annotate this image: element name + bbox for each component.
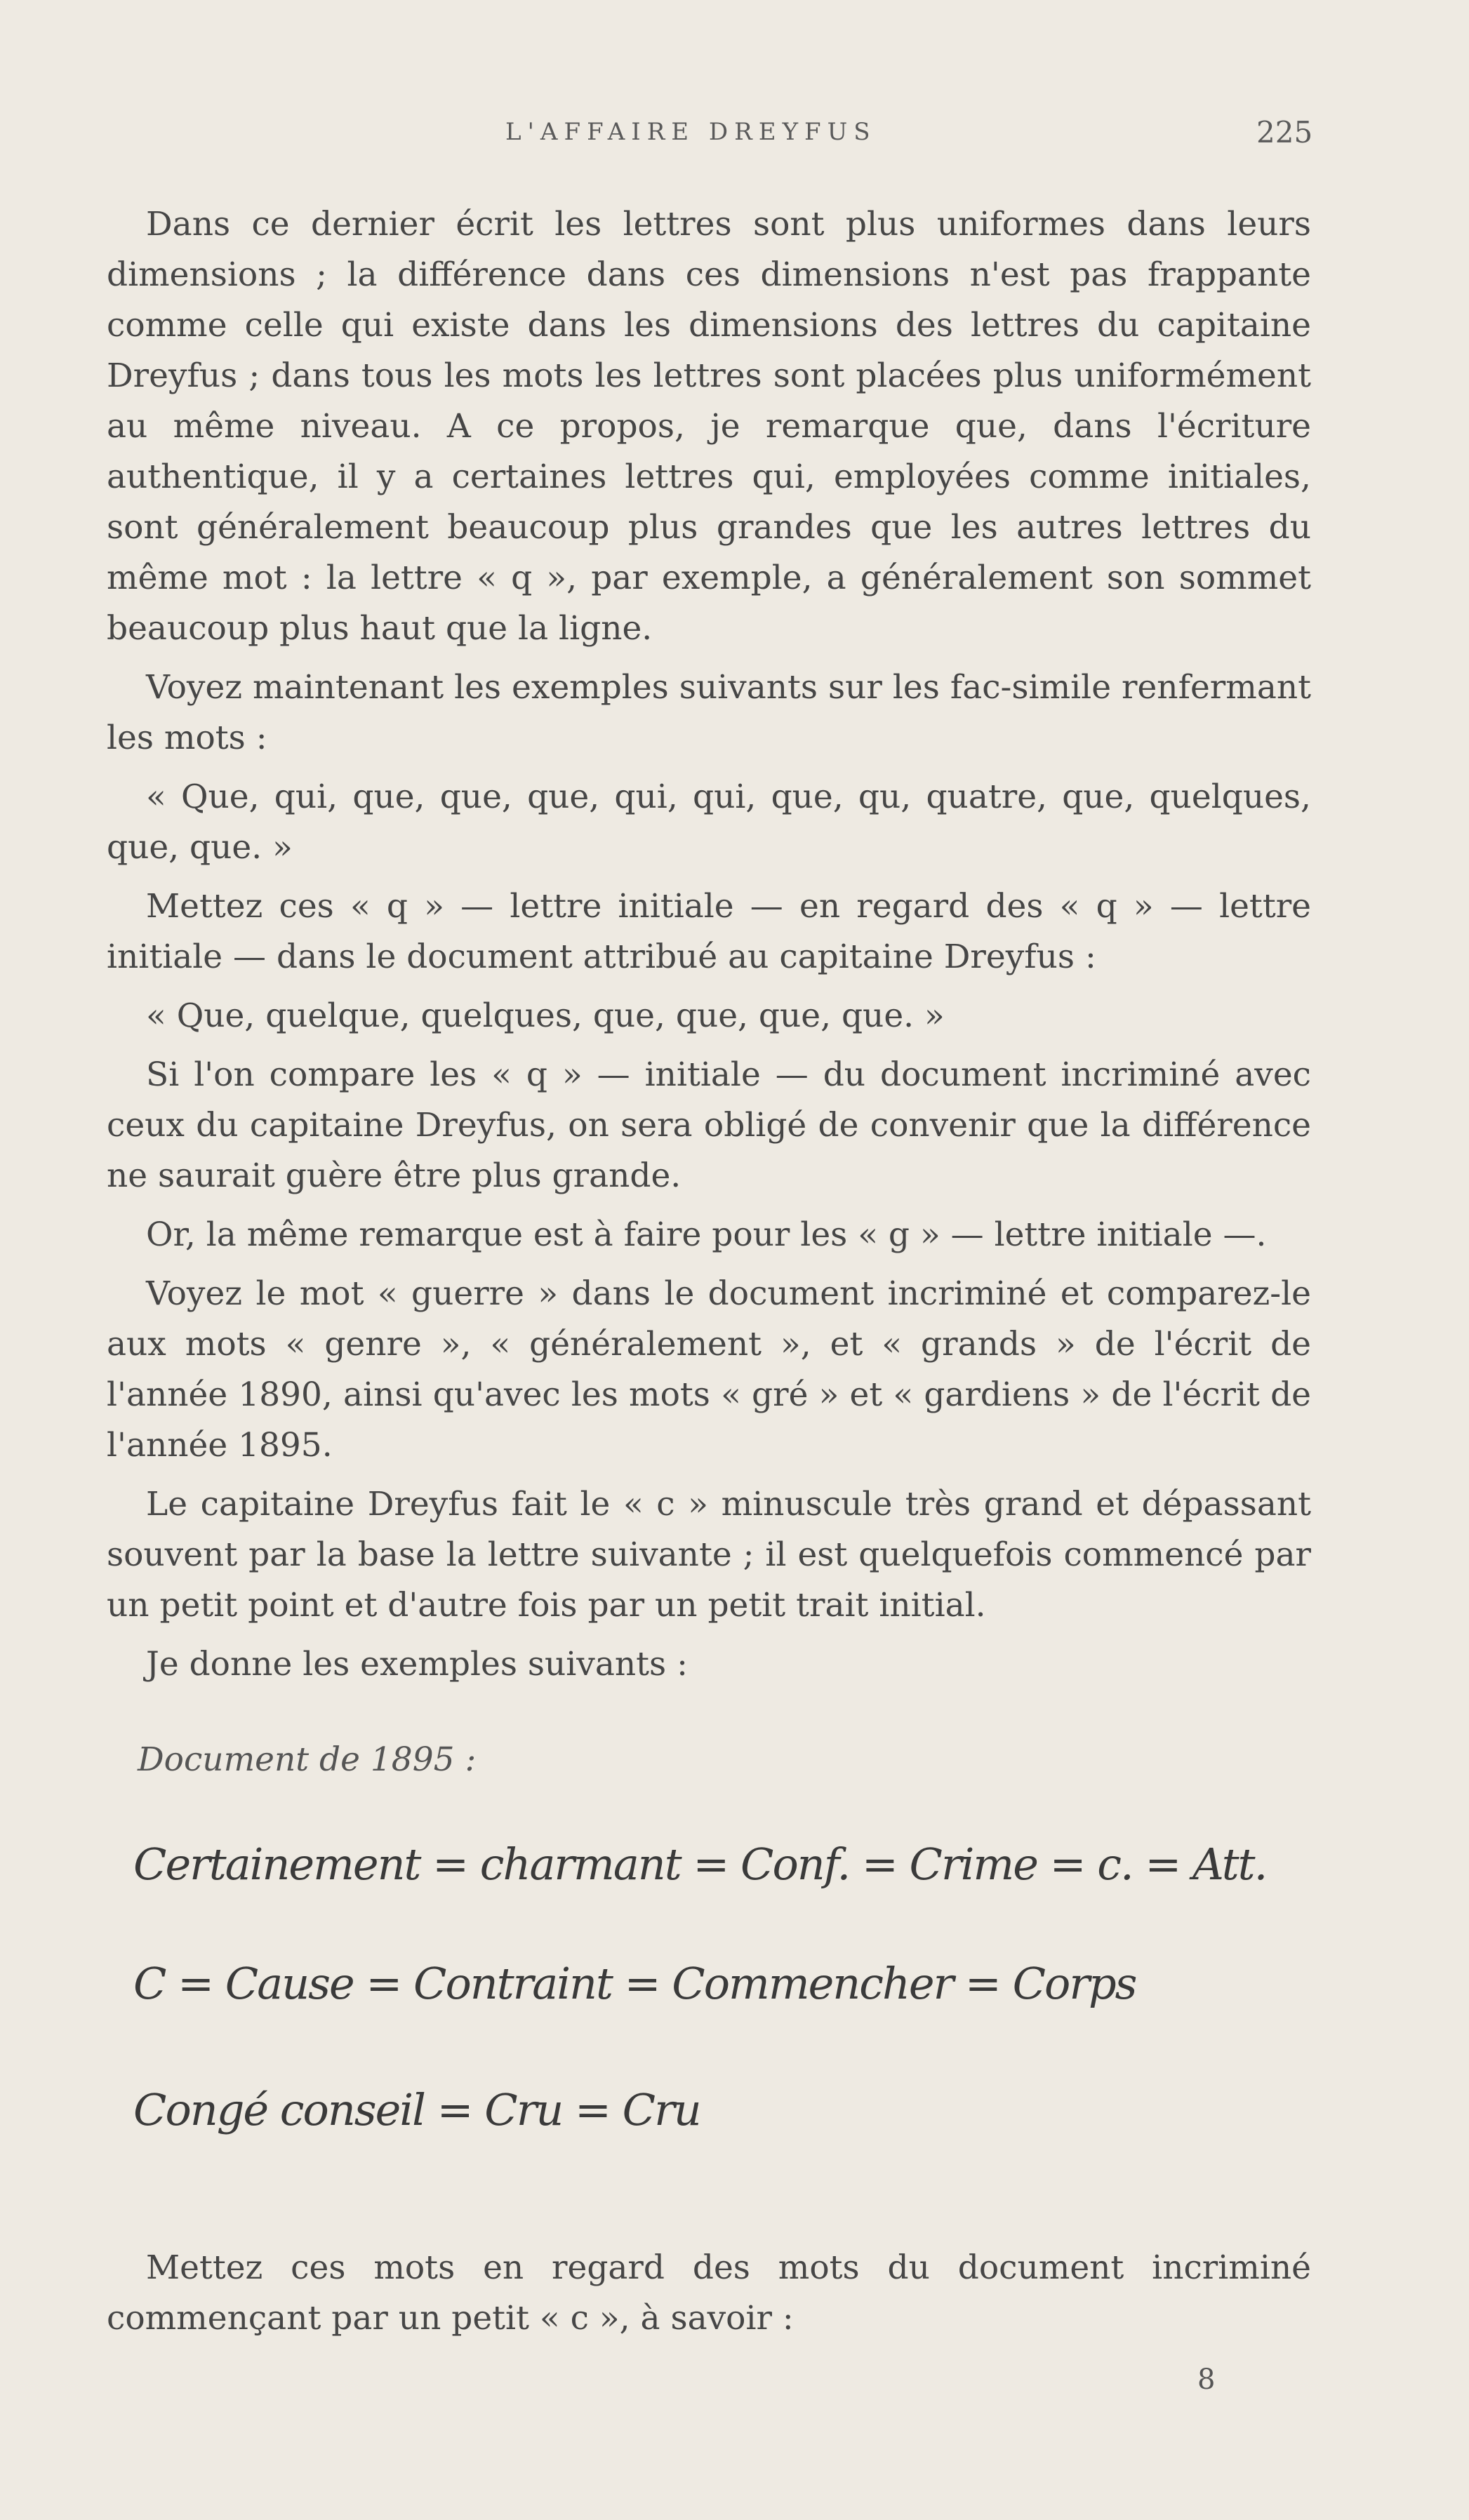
- running-title: L'AFFAIRE DREYFUS: [505, 118, 877, 146]
- page-number: 225: [1256, 115, 1313, 149]
- paragraph: Mettez ces « q » — lettre initiale — en regard des « q » — lettre initiale — dans le document attribué au capitaine Dreyfus :: [107, 887, 1311, 976]
- paragraph: Si l'on compare les « q » — initiale — du document incriminé avec ceux du capitaine Dreyfus, on sera obligé de convenir que la différence ne saurait guère être plus grande.: [107, 1055, 1311, 1195]
- paragraph: Je donne les exemples suivants :: [146, 1645, 688, 1684]
- handwriting-line: C = Cause = Contraint = Commencher = Corps: [133, 1958, 1136, 2009]
- signature-mark: 8: [1197, 2364, 1216, 2396]
- paragraph: « Que, quelque, quelques, que, que, que, que. »: [146, 996, 945, 1035]
- body-text: [107, 199, 1311, 1698]
- handwriting-facsimile: [133, 1825, 1267, 2189]
- paragraph: Dans ce dernier écrit les lettres sont plus uniformes dans leurs dimensions ; la différence dans ces dimensions n'est pas frappante comme celle qui existe dans les dimensions des lettres du capitaine Dreyfus ; dans tous les mots les lettres sont placées plus uniformément au même niveau. A ce propos, je remarque que, dans l'écriture authentique, il y a certaines lettres qui, employées comme initiales, sont généralement beaucoup plus grandes que les autres lettres du même mot : la lettre « q », par exemple, a généralement son sommet beaucoup plus haut que la ligne.: [107, 205, 1311, 648]
- paragraph: « Que, qui, que, que, que, qui, qui, que, qu, quatre, que, quelques, que, que. »: [107, 778, 1311, 867]
- paragraph: Or, la même remarque est à faire pour les « g » — lettre initiale —.: [146, 1215, 1267, 1254]
- running-head: [0, 115, 1469, 160]
- handwriting-line: Congé conseil = Cru = Cru: [133, 2084, 700, 2135]
- handwriting-line: Certainement = charmant = Conf. = Crime = c. = Att.: [133, 1839, 1267, 1890]
- paragraph: Voyez le mot « guerre » dans le document incriminé et comparez-le aux mots « genre », « généralement », et « grands » de l'écrit de l'année 1890, ainsi qu'avec les mots « gré » et « gardiens » de l'écrit de l'année 1895.: [107, 1274, 1311, 1465]
- paragraph: Mettez ces mots en regard des mots du document incriminé commençant par un petit « c », à savoir :: [107, 2248, 1311, 2338]
- document-label: Document de 1895 :: [138, 1740, 477, 1779]
- paragraph: Le capitaine Dreyfus fait le « c » minuscule très grand et dépassant souvent par la base la lettre suivante ; il est quelquefois commencé par un petit point et d'autre fois par un petit trait initial.: [107, 1485, 1311, 1625]
- paragraph: Voyez maintenant les exemples suivants sur les fac-simile renfermant les mots :: [107, 668, 1311, 757]
- closing-text: [107, 2243, 1311, 2344]
